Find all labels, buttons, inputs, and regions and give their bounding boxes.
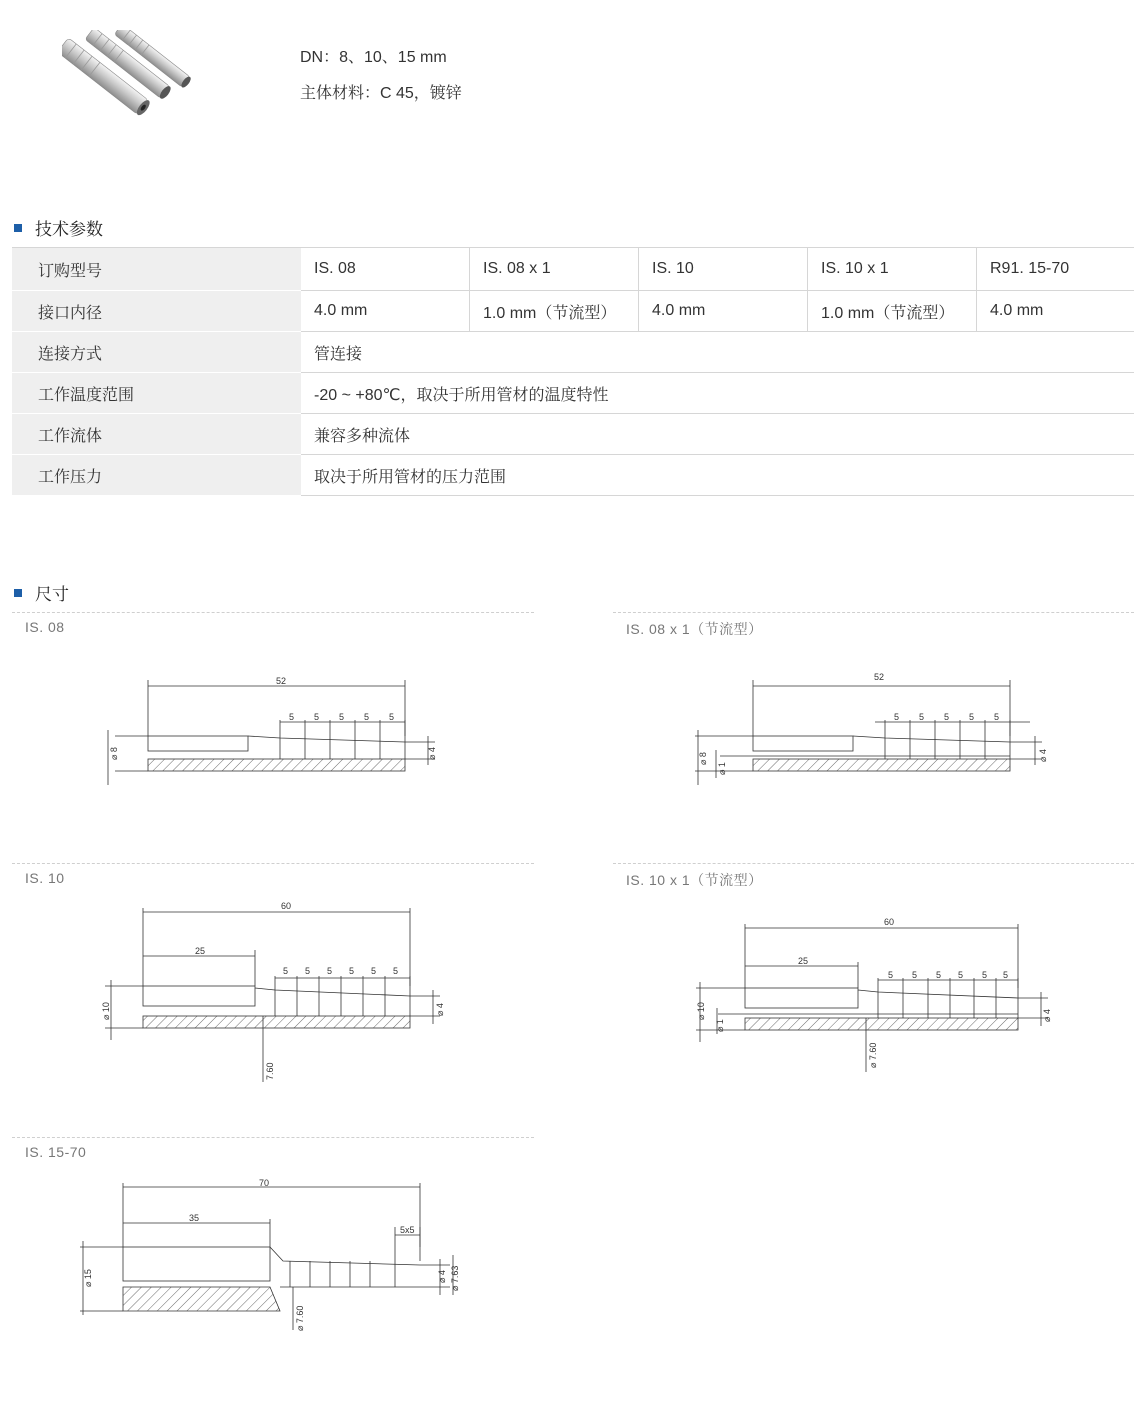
step-label: 5x5: [400, 1225, 415, 1235]
step-label: 5: [371, 966, 377, 976]
outer-diameter-label: ⌀ 8: [698, 752, 708, 765]
step-label: 5: [305, 966, 311, 976]
neck-diameter-label: ⌀ 7.60: [868, 1042, 878, 1068]
shank-length-label: 25: [195, 946, 206, 956]
row-label: 工作压力: [12, 455, 301, 496]
dims-section-title: [14, 580, 69, 605]
row-label: 接口内径: [12, 291, 301, 332]
step-label: 5: [393, 966, 399, 976]
table-row: [12, 332, 1134, 373]
table-cell: R91. 15-70: [977, 248, 1135, 291]
step-label: 5: [894, 712, 900, 722]
step-label: 5: [994, 712, 1000, 722]
table-cell: 取决于所用管材的压力范围: [301, 455, 1134, 496]
dims-title-text: 尺寸: [35, 585, 69, 604]
inner-diameter-label: ⌀ 4: [427, 747, 437, 760]
total-length-label: 60: [884, 917, 895, 927]
total-length-label: 60: [281, 901, 292, 911]
drawing-is10x1: [688, 912, 1060, 1077]
params-table: [12, 247, 1134, 496]
shank-length-label: 35: [189, 1213, 200, 1223]
inner-diameter-label: ⌀ 4: [437, 1270, 447, 1283]
table-row: [12, 455, 1134, 496]
inner-diameter-label: ⌀ 4: [435, 1003, 445, 1016]
bore-diameter-label: ⌀ 1: [717, 762, 727, 775]
table-row: [12, 291, 1134, 332]
neck-diameter-label: 7.60: [265, 1062, 275, 1080]
outer-diameter-label: ⌀ 8: [109, 747, 119, 760]
table-cell: 4.0 mm: [301, 291, 470, 332]
row-label: 工作温度范围: [12, 373, 301, 414]
table-cell: 1.0 mm（节流型）: [470, 291, 639, 332]
table-cell: IS. 10: [639, 248, 808, 291]
row-label: 连接方式: [12, 332, 301, 373]
table-cell: 1.0 mm（节流型）: [808, 291, 977, 332]
drawing-panel: [613, 612, 1134, 639]
table-cell: 管连接: [301, 332, 1134, 373]
step-label: 5: [969, 712, 975, 722]
shank-length-label: 25: [798, 956, 809, 966]
neck-diameter-label: ⌀ 7.60: [295, 1305, 305, 1331]
drawing-caption: IS. 08: [25, 619, 65, 635]
step-label: 5: [364, 712, 370, 722]
drawing-is08x1: [690, 670, 1060, 790]
product-image: [62, 30, 207, 135]
step-label: 5: [389, 712, 395, 722]
step-label: 5: [349, 966, 355, 976]
drawing-caption: IS. 15-70: [25, 1144, 87, 1160]
params-section-title: [14, 215, 103, 240]
step-label: 5: [289, 712, 295, 722]
drawing-panel: [12, 1137, 534, 1160]
row-label: 订购型号: [12, 248, 301, 291]
drawing-panel: [613, 863, 1134, 890]
step-label: 5: [339, 712, 345, 722]
inner-diameter-label: ⌀ 4: [1038, 749, 1048, 762]
drawing-is10: [95, 900, 455, 1085]
total-length-label: 70: [259, 1178, 270, 1188]
bore-diameter-label: ⌀ 1: [715, 1019, 725, 1032]
step-label: 5: [912, 970, 918, 980]
total-length-label: 52: [874, 672, 885, 682]
row-label: 工作流体: [12, 414, 301, 455]
table-cell: 兼容多种流体: [301, 414, 1134, 455]
table-cell: -20 ~ +80℃，取决于所用管材的温度特性: [301, 373, 1134, 414]
drawing-caption: IS. 08 x 1（节流型）: [626, 621, 763, 637]
drawing-is08: [95, 670, 455, 790]
drawing-panel: [12, 863, 534, 886]
material-spec: 主体材料：C 45，镀锌: [300, 85, 462, 102]
table-cell: IS. 10 x 1: [808, 248, 977, 291]
outer-diameter-label: ⌀ 10: [101, 1002, 111, 1020]
table-cell: 4.0 mm: [977, 291, 1135, 332]
step-label: 5: [982, 970, 988, 980]
drawing-caption: IS. 10: [25, 870, 65, 886]
outer-diameter-label: ⌀ 10: [696, 1002, 706, 1020]
tip-diameter-label: ⌀ 7.63: [450, 1265, 460, 1291]
drawing-is1570: [75, 1175, 475, 1335]
total-length-label: 52: [276, 676, 287, 686]
outer-diameter-label: ⌀ 15: [83, 1269, 93, 1287]
section-bullet-icon: [14, 224, 22, 232]
step-label: 5: [958, 970, 964, 980]
step-label: 5: [314, 712, 320, 722]
step-label: 5: [327, 966, 333, 976]
table-cell: 4.0 mm: [639, 291, 808, 332]
table-cell: IS. 08 x 1: [470, 248, 639, 291]
step-label: 5: [1003, 970, 1009, 980]
params-title-text: 技术参数: [35, 220, 103, 239]
step-label: 5: [944, 712, 950, 722]
table-row: [12, 414, 1134, 455]
dn-spec: DN：8、10、15 mm: [300, 49, 447, 66]
step-label: 5: [283, 966, 289, 976]
drawing-panel: [12, 612, 534, 635]
table-row: [12, 373, 1134, 414]
drawing-caption: IS. 10 x 1（节流型）: [626, 872, 763, 888]
step-label: 5: [919, 712, 925, 722]
section-bullet-icon: [14, 589, 22, 597]
table-row: [12, 248, 1134, 291]
table-cell: IS. 08: [301, 248, 470, 291]
step-label: 5: [936, 970, 942, 980]
inner-diameter-label: ⌀ 4: [1042, 1009, 1052, 1022]
step-label: 5: [888, 970, 894, 980]
